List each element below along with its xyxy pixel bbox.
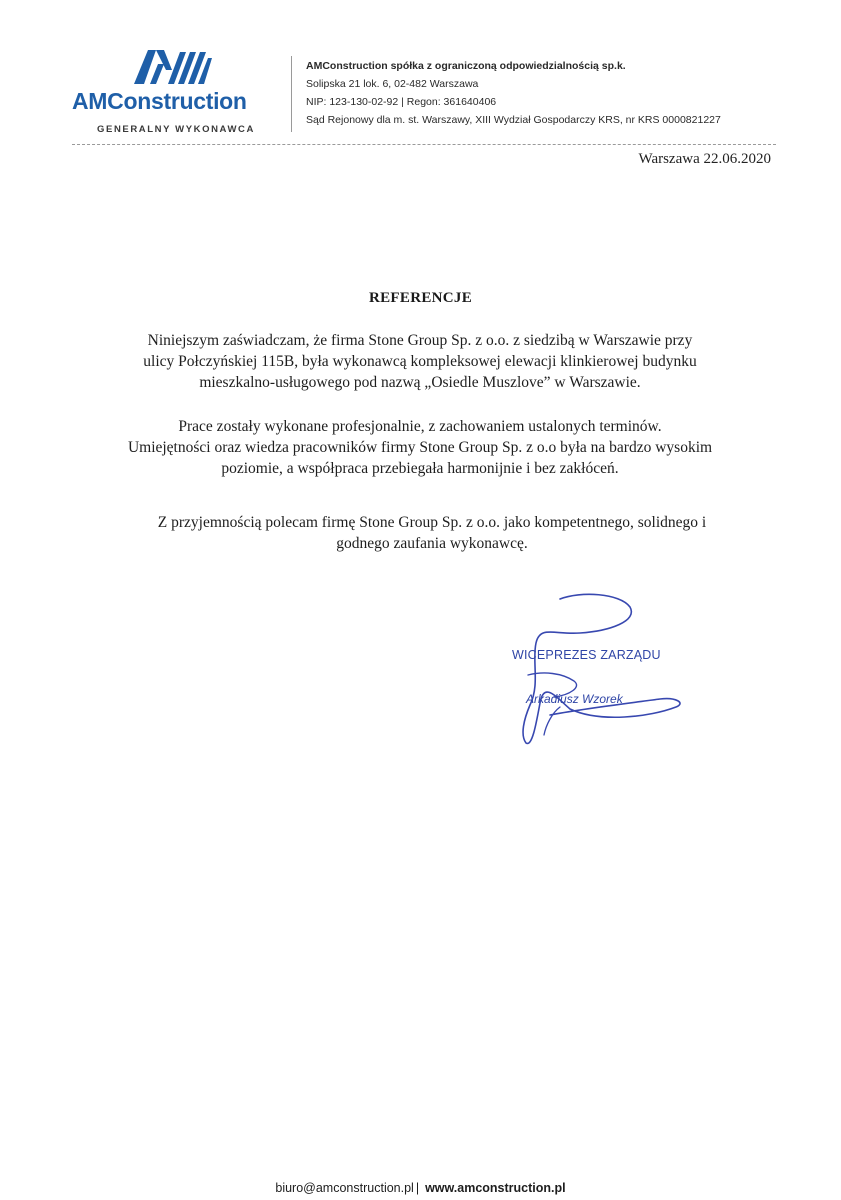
paragraph-3	[72, 512, 792, 554]
footer-contact	[0, 1181, 841, 1195]
company-logo	[68, 50, 278, 140]
footer-website[interactable]: www.amconstruction.pl	[425, 1181, 566, 1195]
header-rule	[72, 144, 776, 145]
paragraph-line: Prace zostały wykonane profesjonalnie, z zachowaniem ustalonych terminów.	[178, 418, 662, 435]
company-legal-name: AMConstruction spółka z ograniczoną odpowiedzialnością sp.k.	[306, 60, 626, 72]
company-tax-ids: NIP: 123-130-02-92 | Regon: 361640406	[306, 96, 497, 108]
paragraph-line: godnego zaufania wykonawcę.	[336, 535, 528, 552]
signatory-role: WICEPREZES ZARZĄDU	[512, 648, 661, 662]
logo-name: AMConstruction	[72, 88, 247, 114]
paragraph-line: Z przyjemnością polecam firmę Stone Group Sp. z o.o. jako kompetentnego, solidnego i	[157, 514, 707, 531]
company-address: Solipska 21 lok. 6, 02-482 Warszawa	[306, 78, 479, 90]
company-details	[306, 57, 806, 129]
footer-separator: |	[415, 1181, 420, 1195]
paragraph-2	[70, 416, 770, 479]
paragraph-1	[70, 330, 770, 393]
logo-mark-icon	[134, 50, 212, 84]
signatory-name: Arkadiusz Wzorek	[526, 692, 623, 706]
paragraph-line: poziomie, a współpraca przebiegała harmonijnie i bez zakłóceń.	[221, 460, 619, 477]
logo-tagline: GENERALNY WYKONAWCA	[97, 124, 255, 135]
letter-title: REFERENCJE	[368, 290, 472, 306]
letter-date: Warszawa 22.06.2020	[638, 151, 771, 167]
signature-block	[500, 585, 700, 755]
company-court-registry: Sąd Rejonowy dla m. st. Warszawy, XIII Wydział Gospodarczy KRS, nr KRS 0000821227	[306, 114, 721, 126]
header-divider	[291, 56, 292, 132]
footer-email[interactable]: biuro@amconstruction.pl	[275, 1181, 414, 1195]
paragraph-line: mieszkalno-usługowego pod nazwą „Osiedle Muszlove” w Warszawie.	[199, 374, 641, 391]
paragraph-line: Umiejętności oraz wiedza pracowników firmy Stone Group Sp. z o.o była na bardzo wysokim	[127, 439, 713, 456]
handwritten-signature	[500, 585, 700, 755]
paragraph-line: ulicy Połczyńskiej 115B, była wykonawcą kompleksowej elewacji klinkierowej budynku	[143, 353, 697, 370]
paragraph-line: Niniejszym zaświadczam, że firma Stone Group Sp. z o.o. z siedzibą w Warszawie przy	[147, 332, 693, 349]
